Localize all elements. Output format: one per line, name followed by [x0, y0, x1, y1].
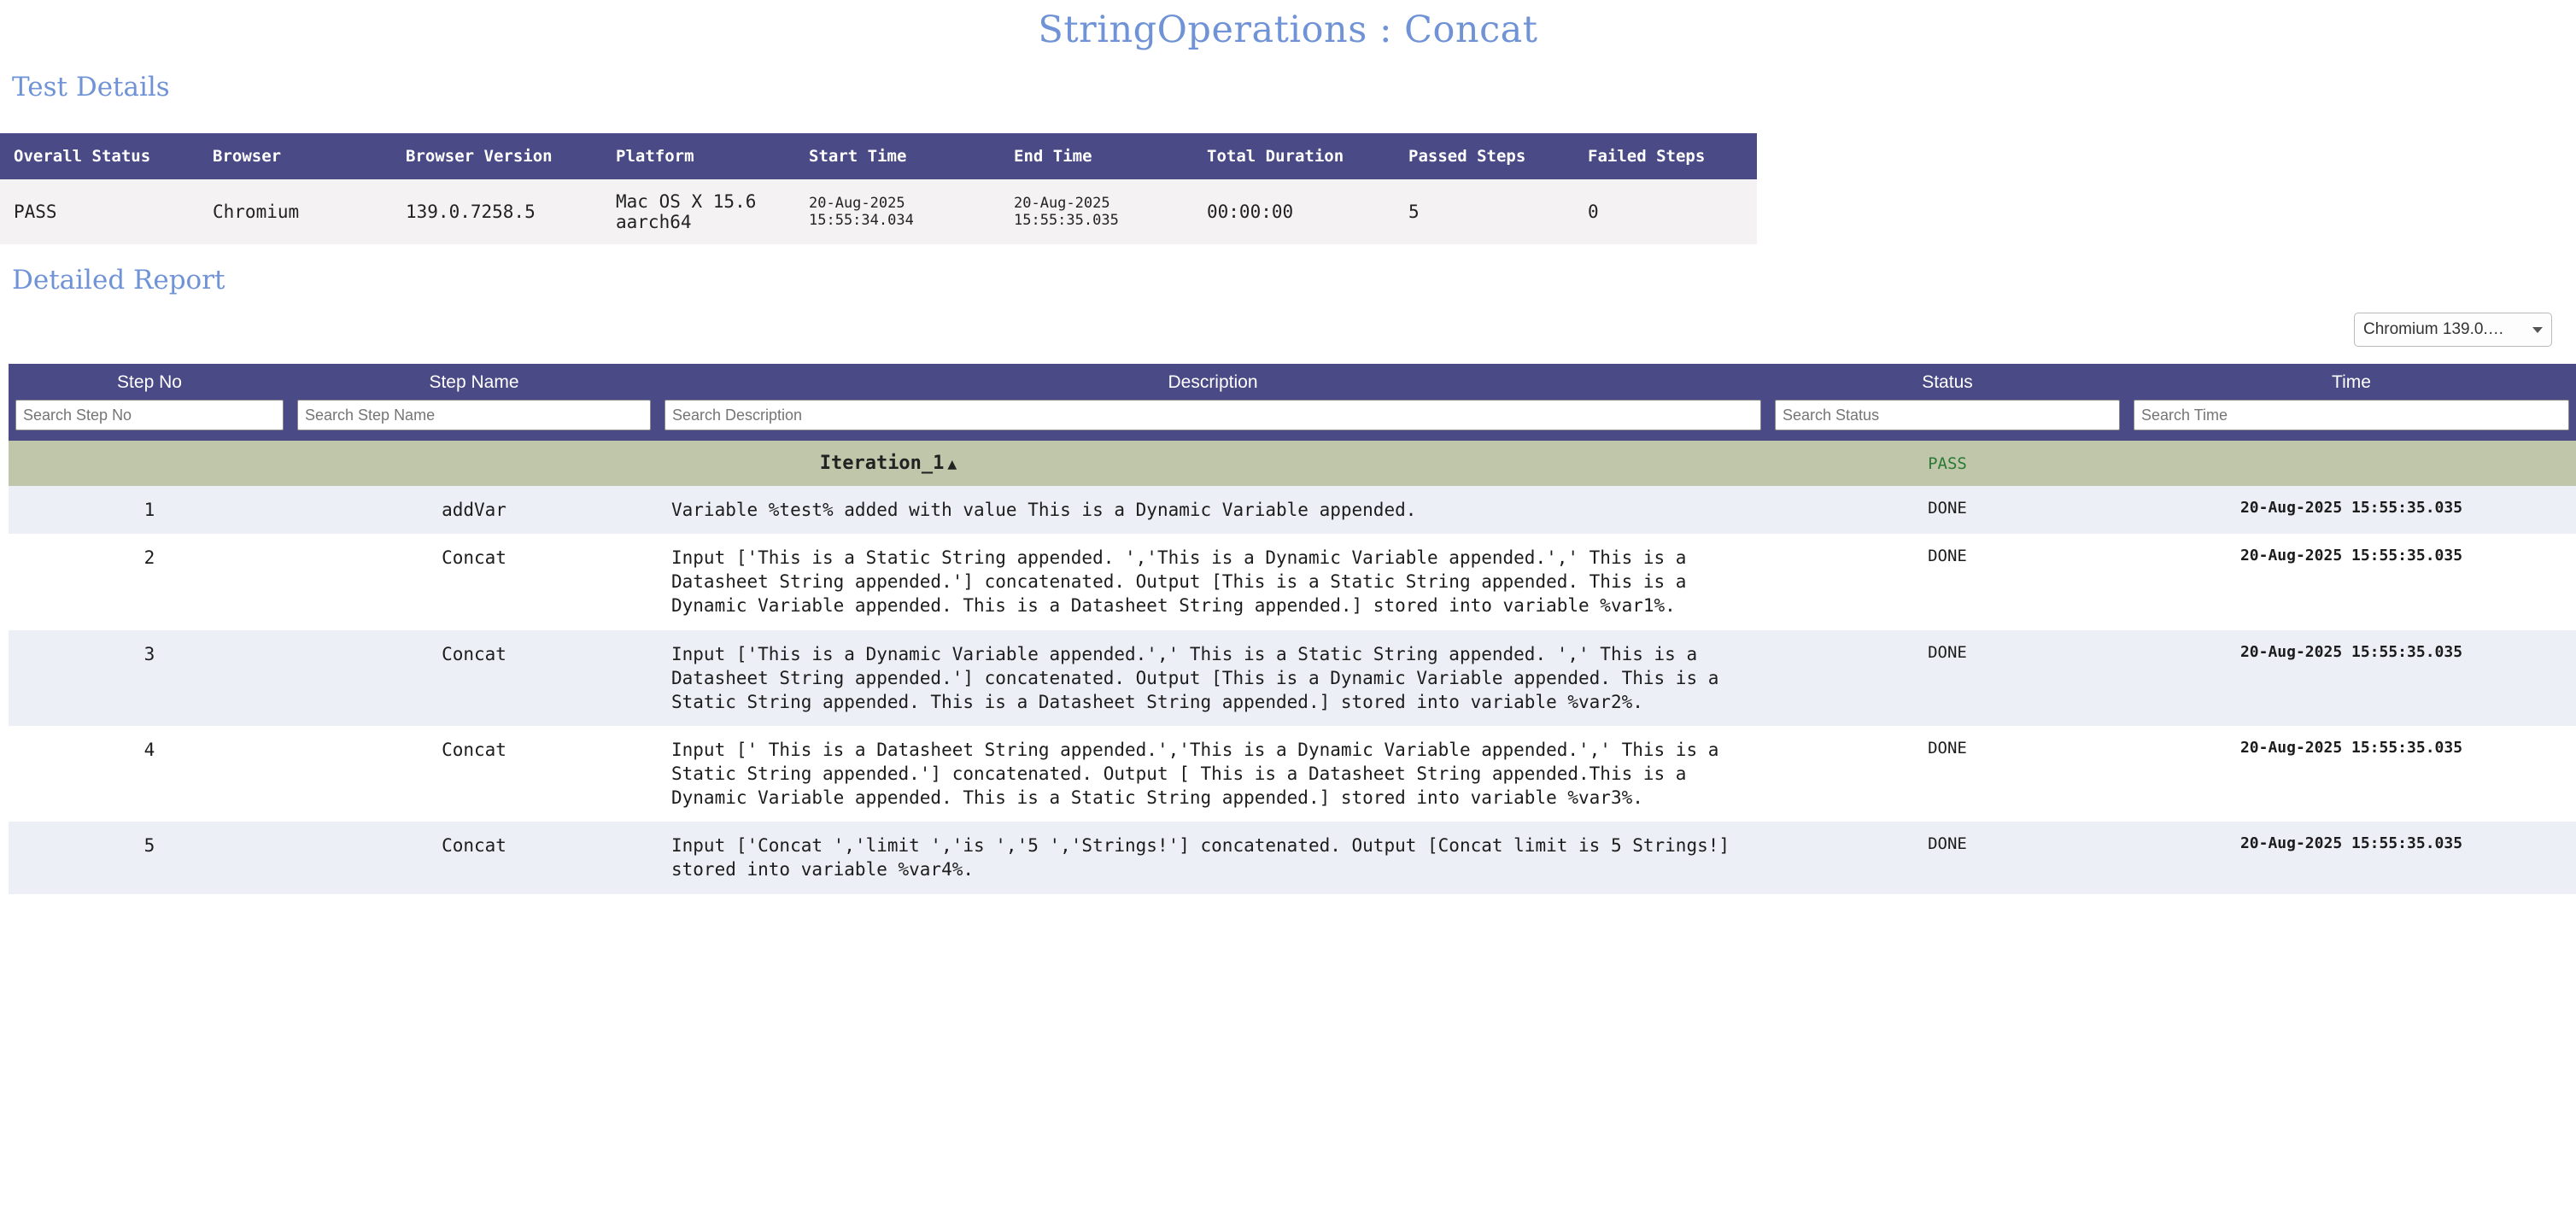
cell-status: DONE	[1928, 738, 1967, 758]
search-cell-time	[2127, 396, 2576, 441]
th-description[interactable]: Description	[658, 364, 1768, 396]
th-passed-steps: Passed Steps	[1395, 133, 1574, 179]
page-title: StringOperations : Concat	[1038, 9, 1538, 51]
table-row	[9, 630, 2576, 726]
cell-time: 20-Aug-2025 15:55:35.035	[2127, 822, 2576, 893]
iteration-group-row[interactable]	[9, 441, 2576, 486]
cell-step-name: Concat	[290, 630, 658, 726]
table-row	[9, 486, 2576, 534]
th-end-time: End Time	[1000, 133, 1193, 179]
browser-filter-value: Chromium 139.0.…	[2363, 320, 2504, 338]
th-step-no[interactable]: Step No	[9, 364, 290, 396]
iteration-label: Iteration_1	[819, 453, 945, 474]
cell-status: DONE	[1928, 547, 1967, 566]
cell-step-no: 1	[9, 486, 290, 534]
cell-step-no: 3	[9, 630, 290, 726]
th-step-name[interactable]: Step Name	[290, 364, 658, 396]
report-search-row	[9, 396, 2576, 441]
cell-overall-status: PASS	[0, 179, 199, 244]
iteration-time-cell	[2127, 441, 2576, 486]
cell-end-time: 20-Aug-2025 15:55:35.035	[1000, 179, 1193, 244]
th-overall-status: Overall Status	[0, 133, 199, 179]
table-row	[9, 726, 2576, 822]
search-cell-step-name	[290, 396, 658, 441]
search-input-step-no[interactable]	[15, 400, 284, 430]
sort-ascending-icon: ▲	[947, 455, 957, 473]
cell-time: 20-Aug-2025 15:55:35.035	[2239, 738, 2463, 757]
cell-step-no: 2	[143, 547, 155, 569]
detailed-report-toolbar	[0, 301, 2576, 355]
detailed-report-table	[9, 364, 2576, 894]
cell-description: Input [' This is a Datasheet String appended.','This is a Dynamic Variable appended.',' This is a Static String appended.'] concatenated. Output [ This is a Datasheet String appended.This is a Dynamic Variable appended. This is a Static String appended.] stored into variable %var3%.	[671, 739, 1719, 809]
cell-time: 20-Aug-2025 15:55:35.035	[2127, 630, 2576, 726]
table-header-row	[0, 133, 1757, 179]
search-input-time[interactable]	[2134, 400, 2569, 430]
cell-platform: Mac OS X 15.6 aarch64	[602, 179, 795, 244]
test-details-section	[0, 133, 1706, 244]
chevron-down-icon	[2532, 327, 2543, 333]
test-details-heading: Test Details	[12, 72, 170, 102]
cell-status: DONE	[1768, 486, 2127, 534]
th-browser: Browser	[199, 133, 392, 179]
cell-total-duration: 00:00:00	[1193, 179, 1395, 244]
cell-step-name: addVar	[290, 486, 658, 534]
th-total-duration: Total Duration	[1193, 133, 1395, 179]
cell-browser: Chromium	[199, 179, 392, 244]
th-platform: Platform	[602, 133, 795, 179]
table-row	[9, 822, 2576, 893]
search-input-step-name[interactable]	[297, 400, 651, 430]
iteration-status: PASS	[1768, 441, 2127, 486]
search-input-status[interactable]	[1775, 400, 2120, 430]
th-browser-version: Browser Version	[392, 133, 602, 179]
search-cell-step-no	[9, 396, 290, 441]
th-failed-steps: Failed Steps	[1574, 133, 1757, 179]
cell-time: 20-Aug-2025 15:55:35.035	[2239, 547, 2463, 565]
cell-step-name: Concat	[290, 822, 658, 893]
cell-description: Input ['This is a Static String appended. ','This is a Dynamic Variable appended.',' This is a Datasheet String appended.'] concatenated. Output [This is a Static String appended. This is a Dynamic Variable appended. This is a Datasheet String appended.] stored into variable %var1%.	[671, 547, 1687, 617]
cell-passed-steps: 5	[1395, 179, 1574, 244]
table-row	[0, 179, 1757, 244]
cell-description: Input ['This is a Dynamic Variable appended.',' This is a Static String appended. ',' This is a Datasheet String appended.'] concatenated. Output [This is a Dynamic Variable appended. This is a Static String appended. This is a Datasheet String appended.] stored into variable %var2%.	[658, 630, 1768, 726]
search-cell-description	[658, 396, 1768, 441]
cell-failed-steps: 0	[1574, 179, 1757, 244]
detailed-report-section	[9, 364, 2576, 894]
th-status[interactable]: Status	[1768, 364, 2127, 396]
report-header-row	[9, 364, 2576, 396]
cell-description: Input ['Concat ','limit ','is ','5 ','Strings!'] concatenated. Output [Concat limit is 5 Strings!] stored into variable %var4%.	[658, 822, 1768, 893]
browser-filter-select[interactable]	[2354, 313, 2552, 347]
cell-status: DONE	[1768, 630, 2127, 726]
cell-description: Variable %test% added with value This is a Dynamic Variable appended.	[658, 486, 1768, 534]
table-row	[9, 534, 2576, 629]
cell-status: DONE	[1768, 822, 2127, 893]
cell-time: 20-Aug-2025 15:55:35.035	[2127, 486, 2576, 534]
th-time[interactable]: Time	[2127, 364, 2576, 396]
cell-step-name: Concat	[442, 547, 506, 569]
cell-browser-version: 139.0.7258.5	[392, 179, 602, 244]
th-start-time: Start Time	[795, 133, 1000, 179]
cell-step-name: Concat	[442, 739, 506, 760]
search-cell-status	[1768, 396, 2127, 441]
cell-start-time: 20-Aug-2025 15:55:34.034	[795, 179, 1000, 244]
cell-step-no: 5	[9, 822, 290, 893]
cell-step-no: 4	[143, 739, 155, 760]
test-details-table	[0, 133, 1757, 244]
detailed-report-heading: Detailed Report	[12, 265, 225, 295]
search-input-description[interactable]	[664, 400, 1761, 430]
iteration-label-cell[interactable]	[9, 441, 1768, 486]
